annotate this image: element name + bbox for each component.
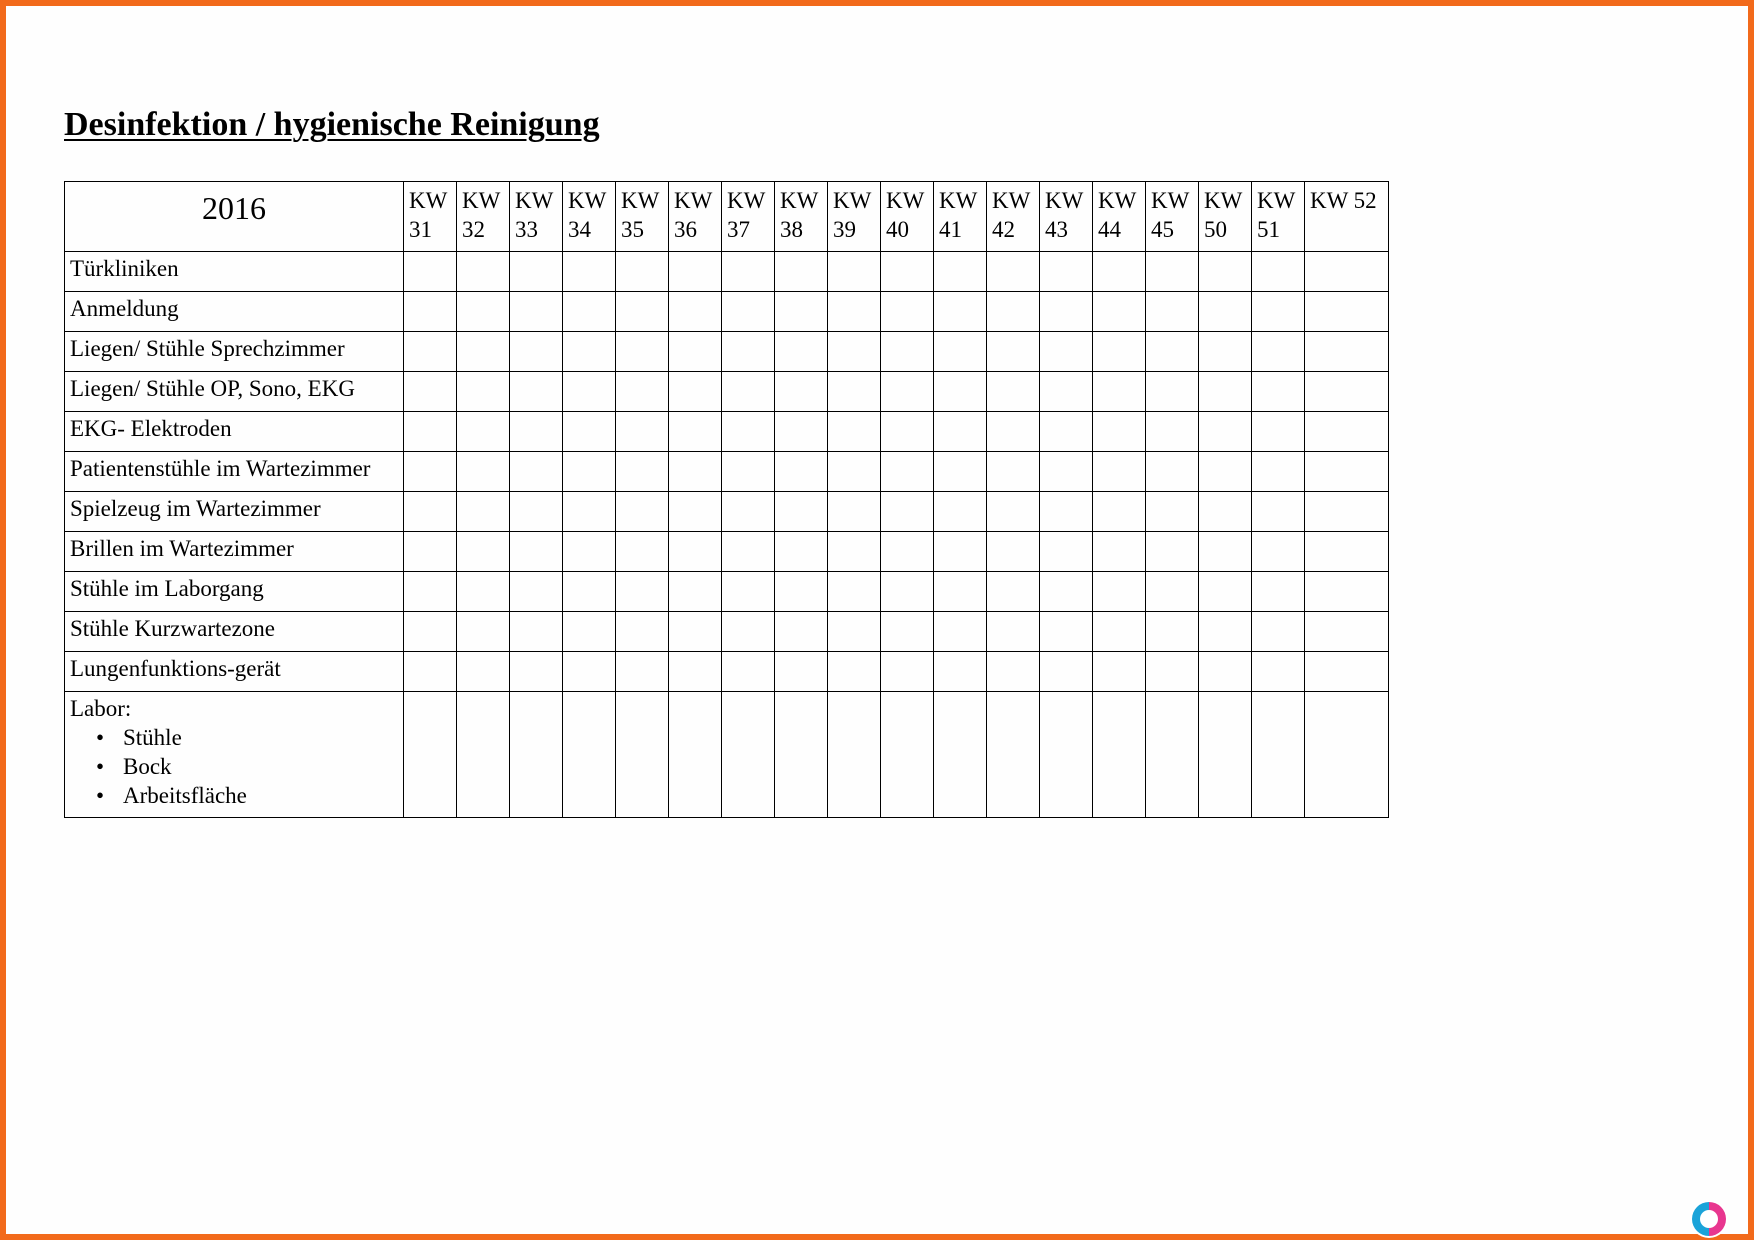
table-row bbox=[65, 412, 1389, 452]
check-cell bbox=[563, 332, 616, 372]
check-cell bbox=[1305, 452, 1389, 492]
check-cell bbox=[1040, 652, 1093, 692]
week-header: KW 43 bbox=[1040, 182, 1093, 252]
check-cell bbox=[881, 692, 934, 818]
check-cell bbox=[987, 292, 1040, 332]
check-cell bbox=[987, 612, 1040, 652]
check-cell bbox=[616, 572, 669, 612]
check-cell bbox=[1199, 692, 1252, 818]
check-cell bbox=[828, 652, 881, 692]
check-cell bbox=[510, 332, 563, 372]
check-cell bbox=[669, 452, 722, 492]
row-label: Stühle Kurzwartezone bbox=[65, 612, 404, 652]
check-cell bbox=[1305, 292, 1389, 332]
check-cell bbox=[775, 372, 828, 412]
table-body bbox=[65, 252, 1389, 818]
check-cell bbox=[563, 492, 616, 532]
check-cell bbox=[1093, 332, 1146, 372]
check-cell bbox=[987, 492, 1040, 532]
check-cell bbox=[881, 652, 934, 692]
check-cell bbox=[1305, 692, 1389, 818]
check-cell bbox=[1093, 652, 1146, 692]
table-row bbox=[65, 372, 1389, 412]
check-cell bbox=[775, 412, 828, 452]
week-header: KW 44 bbox=[1093, 182, 1146, 252]
check-cell bbox=[669, 572, 722, 612]
check-cell bbox=[1199, 372, 1252, 412]
check-cell bbox=[1040, 572, 1093, 612]
check-cell bbox=[881, 292, 934, 332]
check-cell bbox=[457, 252, 510, 292]
check-cell bbox=[510, 452, 563, 492]
check-cell bbox=[881, 612, 934, 652]
check-cell bbox=[669, 332, 722, 372]
check-cell bbox=[881, 252, 934, 292]
check-cell bbox=[987, 452, 1040, 492]
check-cell bbox=[1146, 452, 1199, 492]
check-cell bbox=[1146, 332, 1199, 372]
check-cell bbox=[510, 252, 563, 292]
check-cell bbox=[616, 292, 669, 332]
check-cell bbox=[616, 372, 669, 412]
check-cell bbox=[934, 652, 987, 692]
check-cell bbox=[510, 292, 563, 332]
list-item-label: Stühle bbox=[123, 725, 182, 750]
check-cell bbox=[1146, 292, 1199, 332]
check-cell bbox=[1199, 452, 1252, 492]
check-cell bbox=[775, 692, 828, 818]
check-cell bbox=[722, 612, 775, 652]
check-cell bbox=[1252, 532, 1305, 572]
check-cell bbox=[404, 652, 457, 692]
check-cell bbox=[457, 292, 510, 332]
week-header: KW 41 bbox=[934, 182, 987, 252]
check-cell bbox=[1040, 492, 1093, 532]
check-cell bbox=[1093, 292, 1146, 332]
check-cell bbox=[616, 332, 669, 372]
check-cell bbox=[1199, 252, 1252, 292]
check-cell bbox=[934, 252, 987, 292]
check-cell bbox=[563, 292, 616, 332]
row-label: Liegen/ Stühle OP, Sono, EKG bbox=[65, 372, 404, 412]
check-cell bbox=[881, 372, 934, 412]
table-row-labor bbox=[65, 692, 1389, 818]
check-cell bbox=[404, 372, 457, 412]
check-cell bbox=[510, 692, 563, 818]
check-cell bbox=[510, 412, 563, 452]
check-cell bbox=[1252, 612, 1305, 652]
check-cell bbox=[775, 252, 828, 292]
check-cell bbox=[934, 572, 987, 612]
check-cell bbox=[828, 532, 881, 572]
check-cell bbox=[1305, 532, 1389, 572]
check-cell bbox=[934, 292, 987, 332]
row-label: Anmeldung bbox=[65, 292, 404, 332]
week-header: KW 37 bbox=[722, 182, 775, 252]
check-cell bbox=[457, 492, 510, 532]
check-cell bbox=[457, 452, 510, 492]
check-cell bbox=[828, 692, 881, 818]
year-header: 2016 bbox=[65, 182, 404, 252]
check-cell bbox=[669, 412, 722, 452]
check-cell bbox=[457, 652, 510, 692]
row-label: Lungenfunktions-gerät bbox=[65, 652, 404, 692]
check-cell bbox=[1146, 492, 1199, 532]
check-cell bbox=[1146, 692, 1199, 818]
list-item-label: Bock bbox=[123, 754, 172, 779]
table-row bbox=[65, 652, 1389, 692]
check-cell bbox=[616, 652, 669, 692]
check-cell bbox=[1040, 372, 1093, 412]
list-item bbox=[96, 723, 403, 752]
check-cell bbox=[563, 372, 616, 412]
check-cell bbox=[722, 292, 775, 332]
check-cell bbox=[404, 252, 457, 292]
check-cell bbox=[1040, 412, 1093, 452]
check-cell bbox=[1252, 412, 1305, 452]
check-cell bbox=[775, 532, 828, 572]
check-cell bbox=[934, 452, 987, 492]
check-cell bbox=[457, 372, 510, 412]
check-cell bbox=[404, 532, 457, 572]
check-cell bbox=[457, 612, 510, 652]
check-cell bbox=[1040, 692, 1093, 818]
check-cell bbox=[404, 412, 457, 452]
check-cell bbox=[1093, 532, 1146, 572]
check-cell bbox=[1146, 572, 1199, 612]
check-cell bbox=[722, 252, 775, 292]
check-cell bbox=[1252, 692, 1305, 818]
check-cell bbox=[828, 292, 881, 332]
labor-label: Labor: bbox=[70, 696, 132, 721]
row-label: Spielzeug im Wartezimmer bbox=[65, 492, 404, 532]
check-cell bbox=[1093, 692, 1146, 818]
check-cell bbox=[1252, 372, 1305, 412]
check-cell bbox=[1146, 652, 1199, 692]
check-cell bbox=[1093, 572, 1146, 612]
check-cell bbox=[1305, 572, 1389, 612]
check-cell bbox=[1199, 292, 1252, 332]
week-header: KW 35 bbox=[616, 182, 669, 252]
check-cell bbox=[1040, 252, 1093, 292]
row-label: Brillen im Wartezimmer bbox=[65, 532, 404, 572]
check-cell bbox=[563, 412, 616, 452]
week-header: KW 33 bbox=[510, 182, 563, 252]
check-cell bbox=[828, 252, 881, 292]
check-cell bbox=[828, 412, 881, 452]
check-cell bbox=[934, 332, 987, 372]
check-cell bbox=[457, 332, 510, 372]
labor-cell bbox=[65, 692, 404, 818]
check-cell bbox=[1305, 332, 1389, 372]
check-cell bbox=[775, 492, 828, 532]
check-cell bbox=[404, 332, 457, 372]
table-row bbox=[65, 252, 1389, 292]
week-header: KW 38 bbox=[775, 182, 828, 252]
check-cell bbox=[510, 612, 563, 652]
week-header: KW 36 bbox=[669, 182, 722, 252]
bullet-icon: • bbox=[96, 725, 105, 750]
check-cell bbox=[457, 532, 510, 572]
check-cell bbox=[1146, 532, 1199, 572]
check-cell bbox=[722, 372, 775, 412]
check-cell bbox=[987, 412, 1040, 452]
check-cell bbox=[881, 412, 934, 452]
check-cell bbox=[669, 692, 722, 818]
check-cell bbox=[404, 572, 457, 612]
check-cell bbox=[775, 452, 828, 492]
bullet-icon: • bbox=[96, 783, 105, 808]
table-row bbox=[65, 492, 1389, 532]
check-cell bbox=[1305, 652, 1389, 692]
check-cell bbox=[775, 332, 828, 372]
week-header: KW 31 bbox=[404, 182, 457, 252]
document-title: Desinfektion / hygienische Reinigung bbox=[64, 106, 600, 143]
check-cell bbox=[722, 412, 775, 452]
check-cell bbox=[563, 612, 616, 652]
check-cell bbox=[457, 572, 510, 612]
check-cell bbox=[881, 452, 934, 492]
check-cell bbox=[1199, 532, 1252, 572]
check-cell bbox=[510, 372, 563, 412]
check-cell bbox=[722, 692, 775, 818]
list-item bbox=[96, 752, 403, 781]
check-cell bbox=[987, 532, 1040, 572]
check-cell bbox=[1199, 612, 1252, 652]
check-cell bbox=[775, 292, 828, 332]
check-cell bbox=[1040, 332, 1093, 372]
week-header: KW 50 bbox=[1199, 182, 1252, 252]
week-header: KW 51 bbox=[1252, 182, 1305, 252]
check-cell bbox=[669, 372, 722, 412]
check-cell bbox=[1252, 252, 1305, 292]
check-cell bbox=[616, 492, 669, 532]
check-cell bbox=[1040, 612, 1093, 652]
check-cell bbox=[987, 692, 1040, 818]
table-row bbox=[65, 532, 1389, 572]
labor-item-list bbox=[70, 723, 403, 810]
check-cell bbox=[934, 612, 987, 652]
week-header: KW 40 bbox=[881, 182, 934, 252]
check-cell bbox=[1146, 412, 1199, 452]
check-cell bbox=[828, 492, 881, 532]
cleaning-schedule-table bbox=[64, 181, 1389, 818]
check-cell bbox=[1093, 492, 1146, 532]
row-label: EKG- Elektroden bbox=[65, 412, 404, 452]
week-header: KW 34 bbox=[563, 182, 616, 252]
check-cell bbox=[934, 372, 987, 412]
check-cell bbox=[457, 692, 510, 818]
check-cell bbox=[881, 532, 934, 572]
check-cell bbox=[669, 612, 722, 652]
check-cell bbox=[616, 412, 669, 452]
check-cell bbox=[1252, 332, 1305, 372]
row-label: Stühle im Laborgang bbox=[65, 572, 404, 612]
check-cell bbox=[828, 612, 881, 652]
check-cell bbox=[1305, 492, 1389, 532]
row-label: Türkliniken bbox=[65, 252, 404, 292]
check-cell bbox=[987, 332, 1040, 372]
check-cell bbox=[1252, 452, 1305, 492]
check-cell bbox=[1252, 652, 1305, 692]
check-cell bbox=[563, 452, 616, 492]
table-header-row bbox=[65, 182, 1389, 252]
check-cell bbox=[1305, 612, 1389, 652]
check-cell bbox=[616, 692, 669, 818]
check-cell bbox=[775, 572, 828, 612]
check-cell bbox=[828, 372, 881, 412]
week-header: KW 32 bbox=[457, 182, 510, 252]
check-cell bbox=[404, 492, 457, 532]
check-cell bbox=[563, 572, 616, 612]
check-cell bbox=[1146, 612, 1199, 652]
table-row bbox=[65, 572, 1389, 612]
check-cell bbox=[563, 692, 616, 818]
check-cell bbox=[1252, 492, 1305, 532]
check-cell bbox=[775, 652, 828, 692]
week-header: KW 45 bbox=[1146, 182, 1199, 252]
check-cell bbox=[1146, 252, 1199, 292]
check-cell bbox=[1040, 292, 1093, 332]
check-cell bbox=[1040, 532, 1093, 572]
check-cell bbox=[669, 252, 722, 292]
check-cell bbox=[722, 332, 775, 372]
list-item-label: Arbeitsfläche bbox=[123, 783, 247, 808]
check-cell bbox=[1093, 412, 1146, 452]
check-cell bbox=[404, 452, 457, 492]
table-row bbox=[65, 292, 1389, 332]
week-header: KW 42 bbox=[987, 182, 1040, 252]
check-cell bbox=[828, 452, 881, 492]
check-cell bbox=[1199, 652, 1252, 692]
check-cell bbox=[669, 532, 722, 572]
check-cell bbox=[775, 612, 828, 652]
check-cell bbox=[1199, 572, 1252, 612]
table-row bbox=[65, 612, 1389, 652]
check-cell bbox=[1305, 252, 1389, 292]
check-cell bbox=[510, 572, 563, 612]
check-cell bbox=[722, 452, 775, 492]
check-cell bbox=[1305, 372, 1389, 412]
check-cell bbox=[987, 372, 1040, 412]
check-cell bbox=[1199, 412, 1252, 452]
check-cell bbox=[934, 492, 987, 532]
check-cell bbox=[669, 292, 722, 332]
check-cell bbox=[1040, 452, 1093, 492]
check-cell bbox=[669, 492, 722, 532]
check-cell bbox=[987, 572, 1040, 612]
check-cell bbox=[1093, 372, 1146, 412]
swirl-logo-icon bbox=[1689, 1199, 1729, 1239]
check-cell bbox=[404, 612, 457, 652]
week-header: KW 52 bbox=[1305, 182, 1389, 252]
check-cell bbox=[616, 532, 669, 572]
check-cell bbox=[1305, 412, 1389, 452]
check-cell bbox=[722, 532, 775, 572]
check-cell bbox=[881, 492, 934, 532]
check-cell bbox=[934, 412, 987, 452]
check-cell bbox=[1146, 372, 1199, 412]
check-cell bbox=[881, 572, 934, 612]
check-cell bbox=[669, 652, 722, 692]
check-cell bbox=[457, 412, 510, 452]
check-cell bbox=[1093, 252, 1146, 292]
check-cell bbox=[563, 652, 616, 692]
check-cell bbox=[881, 332, 934, 372]
check-cell bbox=[1093, 612, 1146, 652]
check-cell bbox=[616, 252, 669, 292]
check-cell bbox=[828, 572, 881, 612]
check-cell bbox=[722, 652, 775, 692]
check-cell bbox=[510, 652, 563, 692]
check-cell bbox=[722, 572, 775, 612]
check-cell bbox=[616, 452, 669, 492]
check-cell bbox=[987, 652, 1040, 692]
check-cell bbox=[563, 532, 616, 572]
check-cell bbox=[1199, 332, 1252, 372]
check-cell bbox=[1252, 572, 1305, 612]
check-cell bbox=[616, 612, 669, 652]
check-cell bbox=[934, 532, 987, 572]
week-header: KW 39 bbox=[828, 182, 881, 252]
check-cell bbox=[510, 492, 563, 532]
check-cell bbox=[404, 292, 457, 332]
list-item bbox=[96, 781, 403, 810]
check-cell bbox=[1093, 452, 1146, 492]
row-label: Patientenstühle im Wartezimmer bbox=[65, 452, 404, 492]
table-row bbox=[65, 332, 1389, 372]
check-cell bbox=[404, 692, 457, 818]
check-cell bbox=[934, 692, 987, 818]
table-row bbox=[65, 452, 1389, 492]
check-cell bbox=[987, 252, 1040, 292]
check-cell bbox=[510, 532, 563, 572]
check-cell bbox=[722, 492, 775, 532]
row-label: Liegen/ Stühle Sprechzimmer bbox=[65, 332, 404, 372]
check-cell bbox=[828, 332, 881, 372]
check-cell bbox=[1199, 492, 1252, 532]
bullet-icon: • bbox=[96, 754, 105, 779]
check-cell bbox=[1252, 292, 1305, 332]
check-cell bbox=[563, 252, 616, 292]
